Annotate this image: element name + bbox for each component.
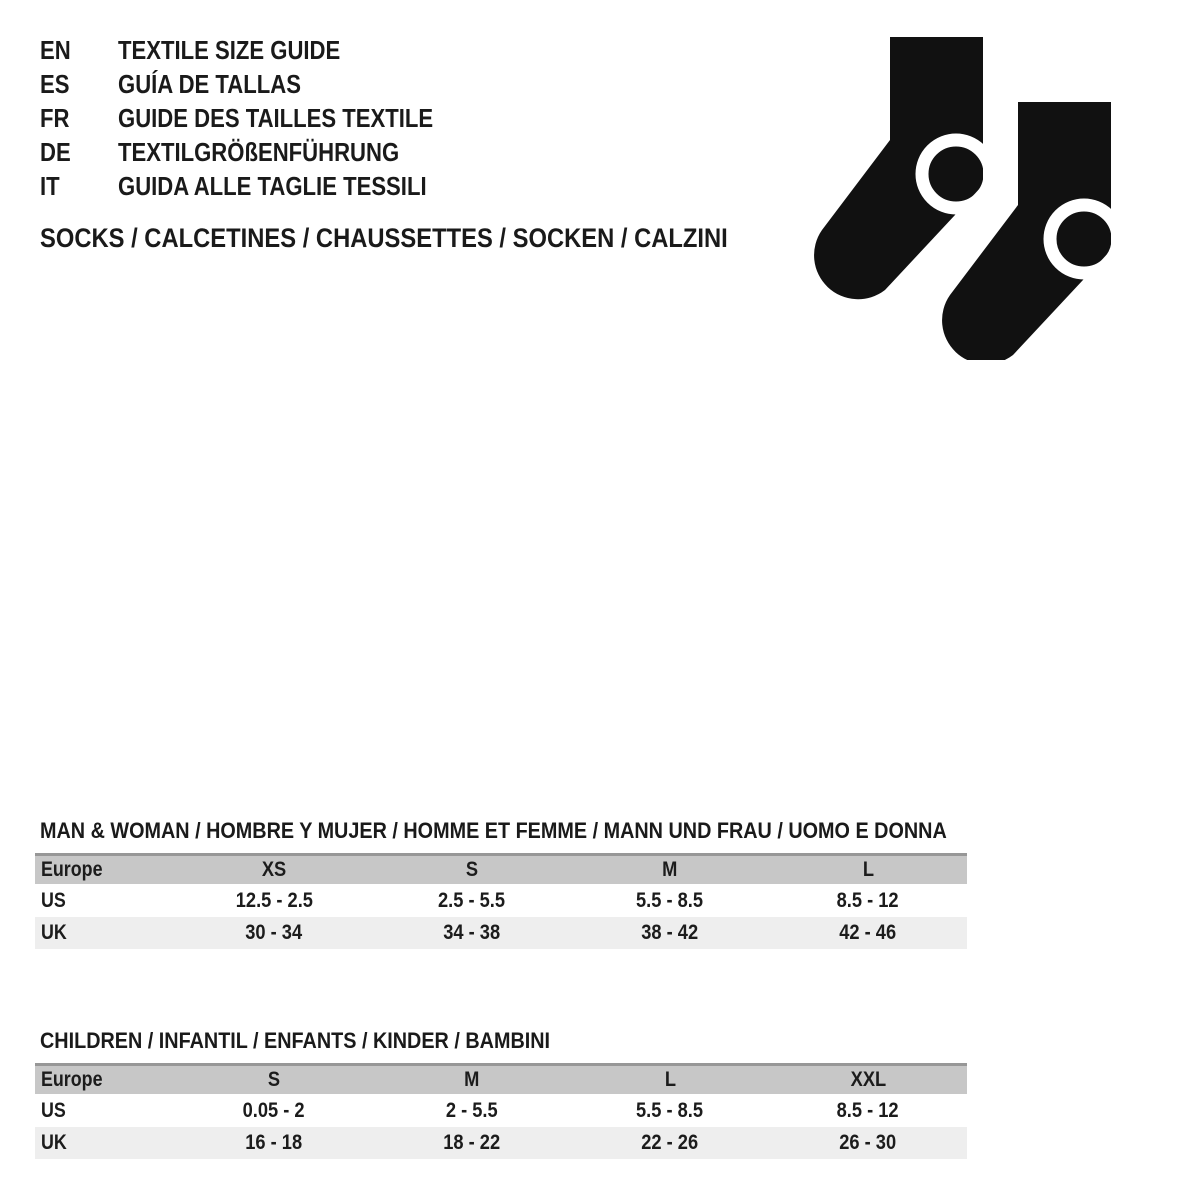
size-value: 18 - 22 [443,1130,501,1154]
table-title-text: CHILDREN / INFANTIL / ENFANTS / KINDER / BAMBINI [40,1028,551,1053]
size-value: 22 - 26 [641,1130,699,1154]
table-row [35,917,967,949]
column-header: M [373,1065,571,1095]
language-code: ES [40,69,70,99]
table-title-text: MAN & WOMAN / HOMBRE Y MUJER / HOMME ET FEMME / MANN UND FRAU / UOMO E DONNA [40,818,947,843]
column-header: S [373,855,571,885]
column-header: L [769,855,967,885]
sock-left [814,37,990,299]
table-title [40,818,967,844]
column-header: Europe [35,1065,175,1095]
guide-title: TEXTILGRÖßENFÜHRUNG [118,137,400,167]
size-value: 2 - 5.5 [446,1099,498,1122]
size-value: 34 - 38 [443,920,501,944]
guide-title: GUIDE DES TAILLES TEXTILE [118,103,434,133]
language-code: FR [40,103,70,133]
size-value: 5.5 - 8.5 [636,1099,704,1122]
table-header-row [35,1065,967,1095]
row-label: US [41,889,66,912]
table-title [40,1028,967,1054]
row-label: US [41,1099,66,1122]
guide-title: GUIDA ALLE TAGLIE TESSILI [118,171,427,201]
man-woman-size-table [35,818,967,949]
size-value: 12.5 - 2.5 [235,889,313,912]
size-value: 30 - 34 [245,920,303,944]
size-value: 0.05 - 2 [243,1099,305,1122]
category-title [40,222,822,254]
guide-title: GUÍA DE TALLAS [118,69,301,99]
guide-title: TEXTILE SIZE GUIDE [118,35,341,65]
size-value: 38 - 42 [641,920,699,944]
size-value: 26 - 30 [839,1130,897,1154]
column-header: L [571,1065,769,1095]
table-row [35,1095,967,1127]
row-label: UK [41,920,67,944]
column-header: XS [175,855,373,885]
row-label: UK [41,1130,67,1154]
column-header: M [571,855,769,885]
column-header: Europe [35,855,175,885]
size-value: 8.5 - 12 [837,889,899,912]
size-value: 5.5 - 8.5 [636,889,704,912]
size-value: 42 - 46 [839,920,897,944]
size-table [35,853,967,949]
size-table [35,1063,967,1159]
size-value: 2.5 - 5.5 [438,889,506,912]
table-header-row [35,855,967,885]
language-code: IT [40,171,60,201]
language-code: DE [40,137,71,167]
table-row [35,885,967,917]
size-value: 8.5 - 12 [837,1099,899,1122]
column-header: XXL [769,1065,967,1095]
children-size-table [35,1028,967,1159]
size-value: 16 - 18 [245,1130,303,1154]
column-header: S [175,1065,373,1095]
socks-icon [810,30,1120,360]
category-title-text: SOCKS / CALCETINES / CHAUSSETTES / SOCKEN / CALZINI [40,223,728,253]
language-code: EN [40,35,71,65]
table-row [35,1127,967,1159]
